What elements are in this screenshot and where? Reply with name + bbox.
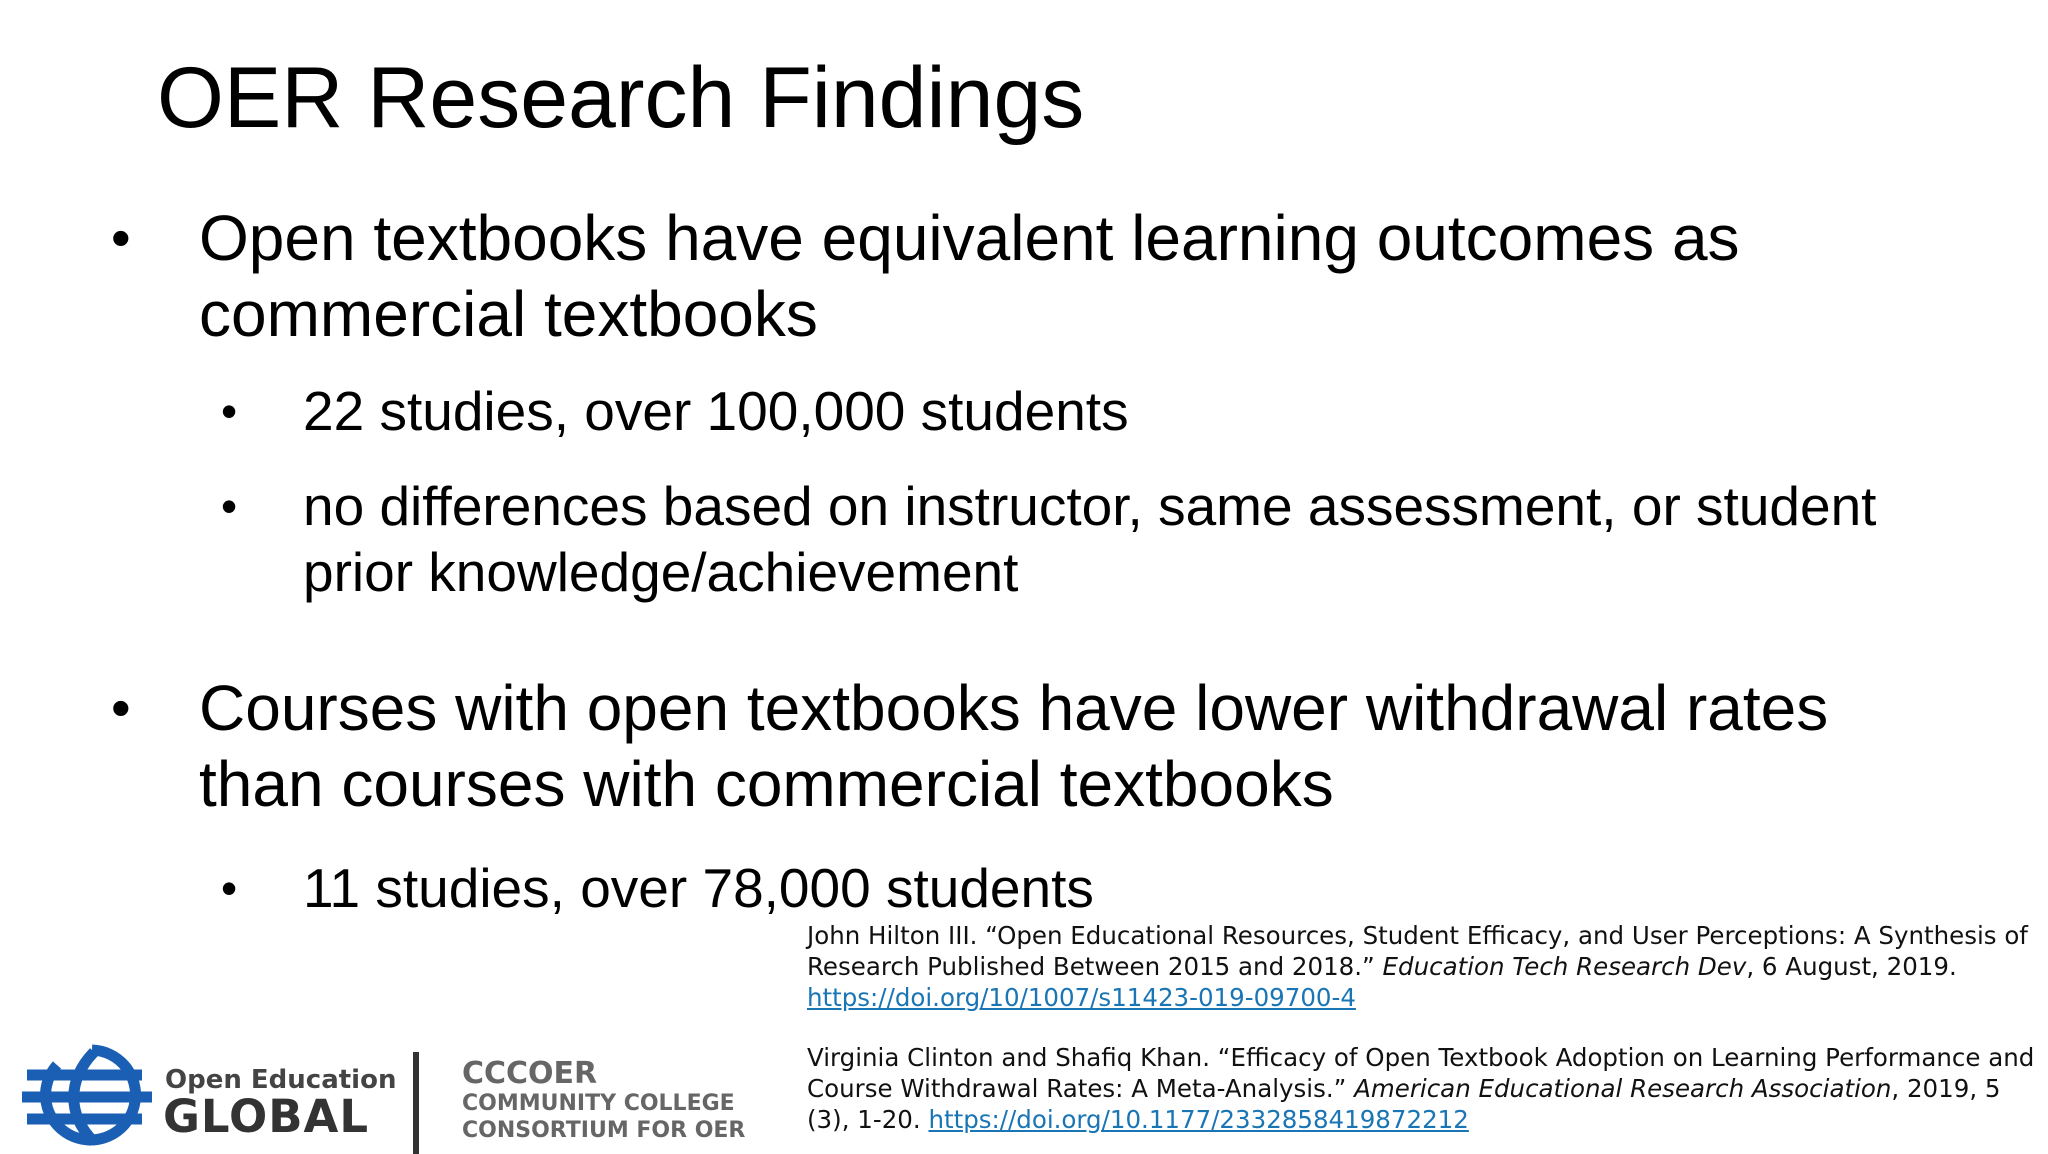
sub-bullet-11-studies (221, 855, 1203, 921)
cccoer-logo-line1: CCCOER (462, 1056, 598, 1091)
sub-bullet-text: 22 studies, over 100,000 students (303, 380, 1129, 442)
reference-hilton (807, 920, 2037, 1013)
sub-bullet-22-studies (221, 378, 1903, 444)
reference-details: , 6 August, 2019. (1746, 952, 1957, 981)
reference-journal: American Educational Research Association (1354, 1074, 1892, 1103)
cccoer-logo-line3: CONSORTIUM FOR OER (462, 1118, 746, 1143)
references (807, 920, 2037, 1135)
bullet-text: Open textbooks have equivalent learning outcomes as commercial textbooks (199, 202, 1740, 350)
bullet-marker: • (111, 676, 131, 739)
globe-icon (22, 1040, 157, 1150)
sub-bullet-marker: • (221, 862, 238, 914)
sub-bullet-no-differences (221, 473, 1903, 605)
reference-journal: Education Tech Research Dev (1382, 952, 1747, 981)
reference-details: , 2019, 5 (3), 1-20. (807, 1074, 2001, 1134)
sub-bullet-text: 11 studies, over 78,000 students (303, 857, 1094, 919)
reference-authors-title: John Hilton III. “Open Educational Resources, Student Efficacy, and User Perceptions: A Synthesis of Research Published Between 2015 and 2018.” (807, 921, 2028, 981)
bullet-marker: • (111, 206, 131, 269)
bullet-text: Courses with open textbooks have lower withdrawal rates than courses with commercial textbooks (199, 672, 1829, 820)
logo-divider (413, 1052, 419, 1154)
reference-doi-link[interactable]: https://doi.org/10.1177/2332858419872212 (928, 1105, 1469, 1134)
sub-bullet-marker: • (221, 385, 238, 437)
oeg-logo-line2: GLOBAL (163, 1090, 370, 1143)
slide-title: OER Research Findings (157, 50, 1085, 146)
reference-clinton-khan (807, 1042, 2037, 1135)
reference-authors-title: Virginia Clinton and Shafiq Khan. “Efficacy of Open Textbook Adoption on Learning Performance and Course Withdrawal Rates: A Meta-Analysis.” (807, 1043, 2035, 1103)
oeg-logo-line1: Open Education (165, 1065, 397, 1095)
reference-doi-link[interactable]: https://doi.org/10/1007/s11423-019-09700-4 (807, 983, 1356, 1012)
sub-bullet-text: no differences based on instructor, same assessment, or student prior knowledge/achievement (303, 475, 1877, 603)
bullet-equivalent-outcomes (111, 200, 1899, 352)
bullet-withdrawal-rates (111, 670, 1899, 822)
sub-bullet-marker: • (221, 480, 238, 532)
cccoer-logo-line2: COMMUNITY COLLEGE (462, 1091, 735, 1116)
